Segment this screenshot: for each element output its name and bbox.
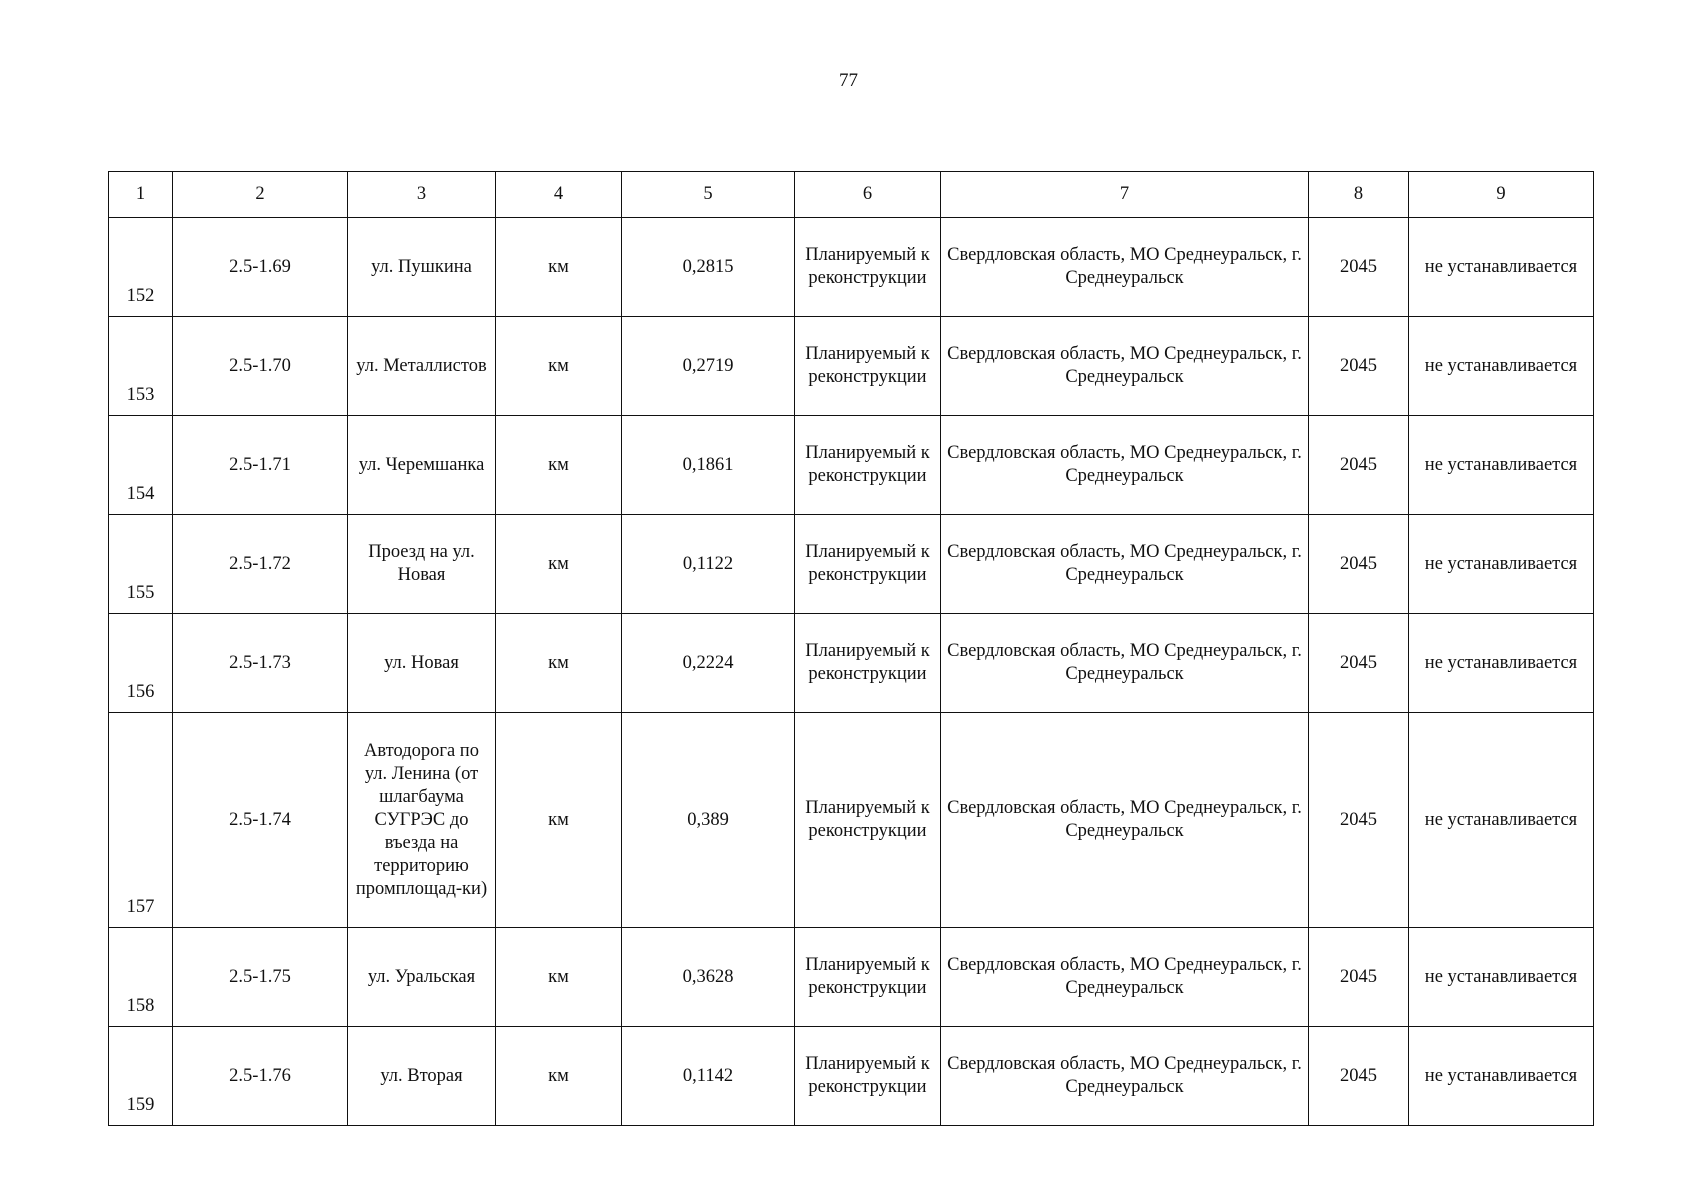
value: 0,3628 (622, 928, 795, 1027)
object-code: 2.5-1.76 (173, 1027, 348, 1126)
location: Свердловская область, МО Среднеуральск, г. Среднеуральск (941, 614, 1309, 713)
value: 0,1861 (622, 416, 795, 515)
table-row (109, 713, 1594, 928)
object-name: ул. Уральская (348, 928, 496, 1027)
status: Планируемый к реконструкции (795, 1027, 941, 1126)
row-number: 158 (109, 928, 173, 1027)
unit: км (496, 218, 622, 317)
zone: не устанавливается (1409, 713, 1594, 928)
unit: км (496, 1027, 622, 1126)
table-row (109, 928, 1594, 1027)
year: 2045 (1309, 515, 1409, 614)
status: Планируемый к реконструкции (795, 416, 941, 515)
header-cell-4: 4 (496, 172, 622, 218)
zone: не устанавливается (1409, 1027, 1594, 1126)
status: Планируемый к реконструкции (795, 317, 941, 416)
location: Свердловская область, МО Среднеуральск, г. Среднеуральск (941, 218, 1309, 317)
road-registry-table (108, 171, 1594, 1126)
row-number: 157 (109, 713, 173, 928)
value: 0,389 (622, 713, 795, 928)
object-name: ул. Новая (348, 614, 496, 713)
header-cell-3: 3 (348, 172, 496, 218)
object-name: ул. Металлистов (348, 317, 496, 416)
object-code: 2.5-1.69 (173, 218, 348, 317)
table-row (109, 1027, 1594, 1126)
header-cell-7: 7 (941, 172, 1309, 218)
object-name: ул. Пушкина (348, 218, 496, 317)
page-number: 77 (839, 70, 858, 91)
status: Планируемый к реконструкции (795, 515, 941, 614)
year: 2045 (1309, 614, 1409, 713)
table-row (109, 416, 1594, 515)
row-number: 159 (109, 1027, 173, 1126)
year: 2045 (1309, 218, 1409, 317)
header-cell-2: 2 (173, 172, 348, 218)
unit: км (496, 614, 622, 713)
location: Свердловская область, МО Среднеуральск, г. Среднеуральск (941, 416, 1309, 515)
unit: км (496, 317, 622, 416)
status: Планируемый к реконструкции (795, 928, 941, 1027)
year: 2045 (1309, 416, 1409, 515)
year: 2045 (1309, 1027, 1409, 1126)
object-code: 2.5-1.71 (173, 416, 348, 515)
location: Свердловская область, МО Среднеуральск, г. Среднеуральск (941, 928, 1309, 1027)
value: 0,2224 (622, 614, 795, 713)
location: Свердловская область, МО Среднеуральск, г. Среднеуральск (941, 1027, 1309, 1126)
unit: км (496, 928, 622, 1027)
table-row (109, 218, 1594, 317)
row-number: 156 (109, 614, 173, 713)
row-number: 155 (109, 515, 173, 614)
unit: км (496, 416, 622, 515)
object-name: ул. Черемшанка (348, 416, 496, 515)
year: 2045 (1309, 713, 1409, 928)
object-code: 2.5-1.73 (173, 614, 348, 713)
location: Свердловская область, МО Среднеуральск, г. Среднеуральск (941, 515, 1309, 614)
value: 0,2815 (622, 218, 795, 317)
object-name: Автодорога по ул. Ленина (от шлагбаума СУГРЭС до въезда на территорию промплощад-ки) (348, 713, 496, 928)
header-row (109, 172, 1594, 218)
table-row (109, 317, 1594, 416)
object-code: 2.5-1.70 (173, 317, 348, 416)
header-cell-8: 8 (1309, 172, 1409, 218)
zone: не устанавливается (1409, 515, 1594, 614)
table-row (109, 515, 1594, 614)
object-name: Проезд на ул. Новая (348, 515, 496, 614)
header-cell-1: 1 (109, 172, 173, 218)
zone: не устанавливается (1409, 317, 1594, 416)
zone: не устанавливается (1409, 928, 1594, 1027)
unit: км (496, 713, 622, 928)
header-cell-6: 6 (795, 172, 941, 218)
status: Планируемый к реконструкции (795, 713, 941, 928)
object-code: 2.5-1.72 (173, 515, 348, 614)
location: Свердловская область, МО Среднеуральск, г. Среднеуральск (941, 317, 1309, 416)
zone: не устанавливается (1409, 218, 1594, 317)
row-number: 153 (109, 317, 173, 416)
value: 0,1142 (622, 1027, 795, 1126)
object-name: ул. Вторая (348, 1027, 496, 1126)
zone: не устанавливается (1409, 614, 1594, 713)
location: Свердловская область, МО Среднеуральск, г. Среднеуральск (941, 713, 1309, 928)
row-number: 154 (109, 416, 173, 515)
unit: км (496, 515, 622, 614)
zone: не устанавливается (1409, 416, 1594, 515)
status: Планируемый к реконструкции (795, 218, 941, 317)
value: 0,1122 (622, 515, 795, 614)
year: 2045 (1309, 928, 1409, 1027)
status: Планируемый к реконструкции (795, 614, 941, 713)
table-row (109, 614, 1594, 713)
header-cell-5: 5 (622, 172, 795, 218)
object-code: 2.5-1.75 (173, 928, 348, 1027)
object-code: 2.5-1.74 (173, 713, 348, 928)
year: 2045 (1309, 317, 1409, 416)
row-number: 152 (109, 218, 173, 317)
header-cell-9: 9 (1409, 172, 1594, 218)
value: 0,2719 (622, 317, 795, 416)
